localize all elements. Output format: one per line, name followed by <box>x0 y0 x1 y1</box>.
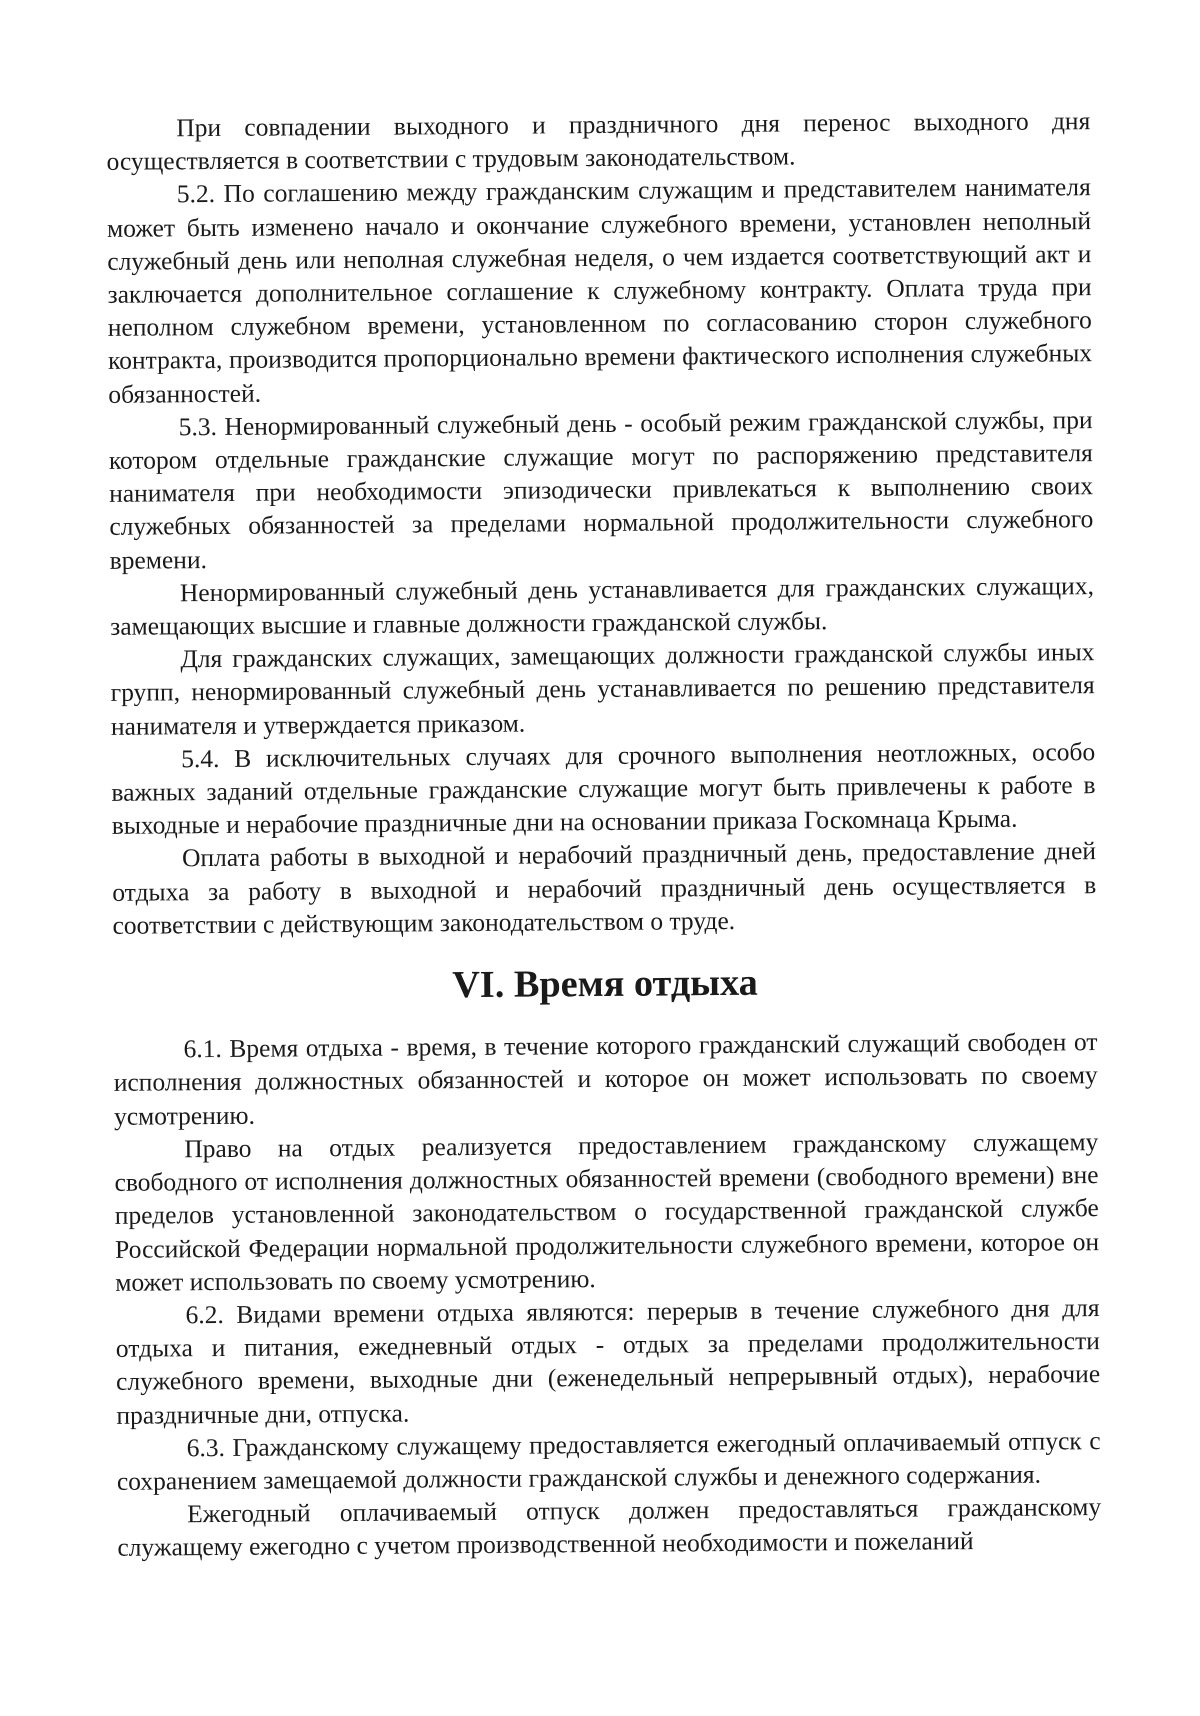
paragraph-5-4: 5.4. В исключительных случаях для срочного выполнения неотложных, особо важных заданий отдельные гражданские служащие могут быть привлечены к работе в выходные и нерабочие праздничные дни на основании приказа Госкомнаца Крыма. <box>111 736 1096 841</box>
paragraph-weekend-pay: Оплата работы в выходной и нерабочий праздничный день, предоставление дней отдыха за работу в выходной и нерабочий праздничный день осуществляется в соответствии с действующим законодательством о труде. <box>112 836 1097 940</box>
section-heading: VI. Время отдыха <box>452 961 758 1007</box>
paragraph-annual-leave: Ежегодный оплачиваемый отпуск должен предоставляться гражданскому служащему ежегодно с учетом производственной необходимости и пожеланий <box>117 1492 1102 1563</box>
paragraph-5-3: 5.3. Ненормированный служебный день - особый режим гражданской службы, при котором отдельные гражданские служащие могут по распоряжению представителя нанимателя при необходимости эпизодически привлекаться к выполнению своих служебных обязанностей за пределами нормальной продолжительности служебного времени. <box>108 404 1094 575</box>
paragraph-6-2: 6.2. Видами времени отдыха являются: перерыв в течение служебного дня для отдыха и питания, ежедневный отдых - отдых за пределами продолжительности служебного времени, выходные дни (еженедельный непрерывный отдых), нерабочие праздничные дни, отпуска. <box>115 1292 1101 1430</box>
paragraph-6-1: 6.1. Время отдыха - время, в течение которого гражданский служащий свободен от исполнения должностных обязанностей и которое он может использовать по своему усмотрению. <box>113 1027 1098 1131</box>
paragraph-5-2: 5.2. По соглашению между гражданским служащим и представителем нанимателя может быть изменено начало и окончание служебного времени, установлен неполный служебный день или неполная служебная неделя, о чем издается соответствующий акт и заключается дополнительное соглашение к служебному контракту. Оплата труда при неполном служебном времени, установленном по согласованию сторон служебного контракта, производится пропорционально времени фактического исполнения служебных обязанностей. <box>106 172 1093 409</box>
paragraph-irregular-day-other-groups: Для гражданских служащих, замещающих должности гражданской службы иных групп, ненормированный служебный день устанавливается по решению представителя нанимателя и утверждается приказом. <box>110 637 1095 741</box>
paragraph-right-to-rest: Право на отдых реализуется предоставлением гражданскому служащему свободного от исполнения должностных обязанностей времени (свободного времени) вне пределов установленной законодательством о государственной гражданской службе Российской Федерации нормальной продолжительности служебного времени, которое он может использовать по своему усмотрению. <box>114 1126 1100 1297</box>
paragraph-holiday-transfer: При совпадении выходного и праздничного дня перенос выходного дня осуществляется в соответствии с трудовым законодательством. <box>106 106 1091 177</box>
paragraph-irregular-day-senior: Ненормированный служебный день устанавливается для гражданских служащих, замещающих высшие и главные должности гражданской службы. <box>110 570 1095 641</box>
paragraph-6-3: 6.3. Гражданскому служащему предоставляется ежегодный оплачиваемый отпуск с сохранением замещаемой должности гражданской службы и денежного содержания. <box>116 1425 1101 1496</box>
